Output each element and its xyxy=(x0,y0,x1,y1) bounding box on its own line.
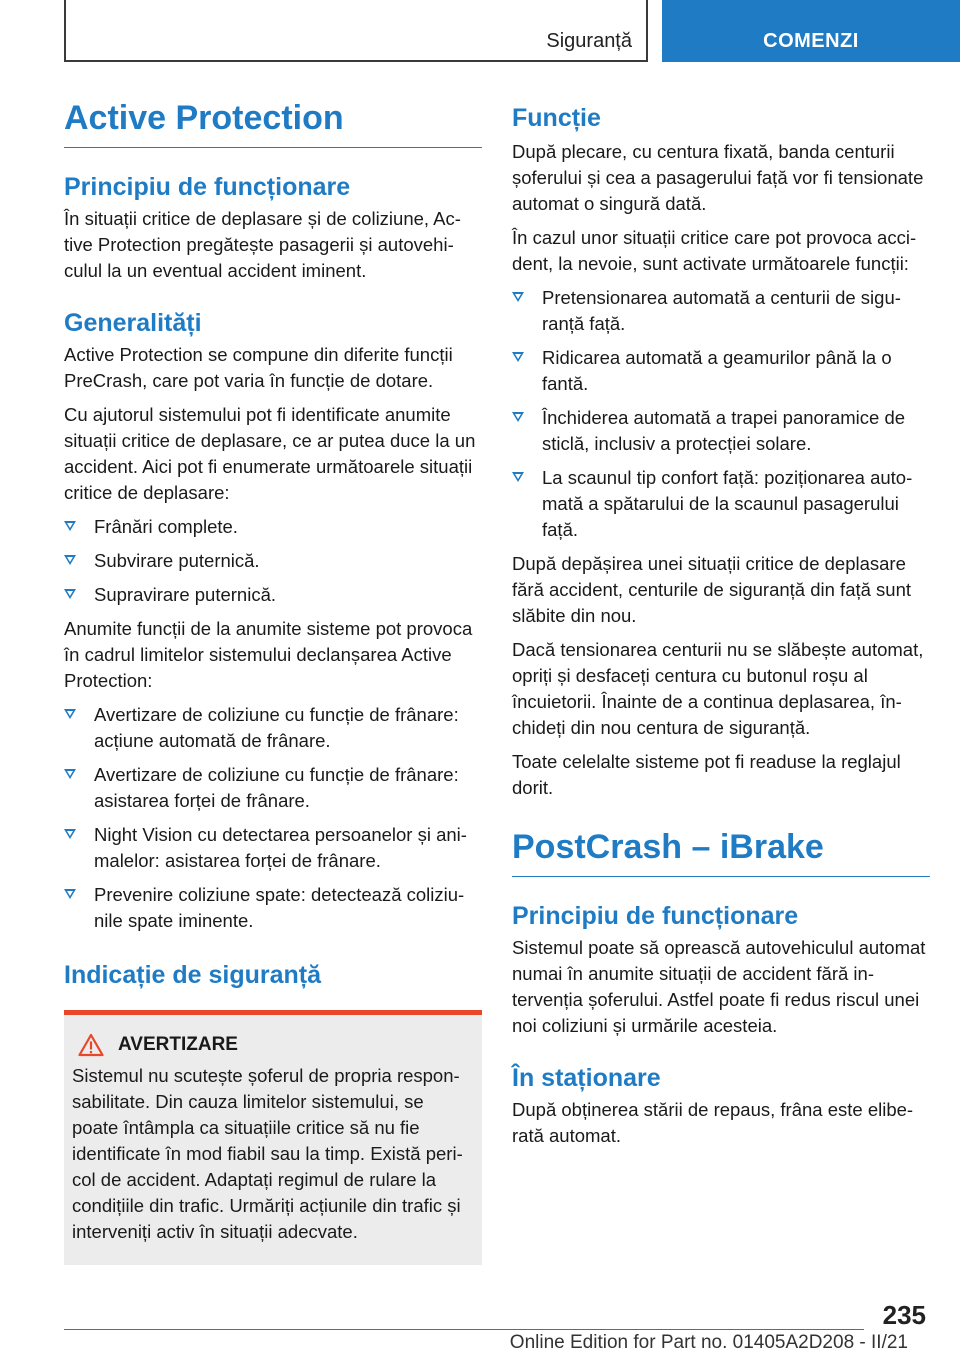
stationare-heading: În staționare xyxy=(512,1064,661,1093)
triangle-bullet-icon xyxy=(64,709,76,719)
footer-edition: Online Edition for Part no. 01405A2D208 - II/21 xyxy=(509,1332,908,1353)
functie-p5: Toate celelalte sisteme pot fi readuse la reglajul dorit. xyxy=(512,751,901,798)
right-column xyxy=(512,100,930,1149)
generalitati-heading: Generalități xyxy=(64,309,202,338)
list-item: Frânări complete. xyxy=(64,514,482,540)
stationare-text: După obținerea stării de repaus, frâna este eliberată automat. xyxy=(512,1099,914,1147)
page-number: 235 xyxy=(882,1300,926,1330)
functie-p4: Dacă tensionarea centurii nu se slăbește automat, opriți și desfaceți centura cu butonul roșu al încuietorii. Înainte de a continua deplasarea, închideți din nou centura de siguranță. xyxy=(512,639,924,738)
principiu-heading: Principiu de funcționare xyxy=(64,173,351,202)
warning-text: Sistemul nu scutește șoferul de propria responsabilitate. Din cauza limitelor sistemului, se poate întâmpla ca situațiile critice să nu fie identificate în mod fiabil sau la timp. Există pericol de accident. Adaptați regimul de rulare la condițiile din trafic. Urmăriți acțiunile din trafic și interveniți activ în situații adecvate. xyxy=(72,1065,463,1243)
generalitati-p1: Active Protection se compune din diferite funcții PreCrash, care pot varia în funcție de dotare. xyxy=(64,344,453,392)
functions-list xyxy=(64,702,482,934)
section-tab xyxy=(64,0,648,62)
functie-p1: După plecare, cu centura fixată, banda centurii șoferului și cea a pasagerului față vor fi tensionate automat o singură dată. xyxy=(512,141,924,214)
list-item: Ridicarea automată a geamurilor până la o fantă. xyxy=(512,345,930,397)
list-item: Night Vision cu detectarea persoanelor și animalelor: asistarea forței de frânare. xyxy=(64,822,482,874)
warning-box xyxy=(64,1010,482,1265)
footer-divider xyxy=(64,1329,864,1330)
triangle-bullet-icon xyxy=(512,352,524,362)
section-title: Siguranță xyxy=(546,30,632,52)
functie-p2: În cazul unor situații critice care pot provoca accident, la nevoie, sunt activate următoarele funcții: xyxy=(512,227,917,274)
list-item: Supravirare puternică. xyxy=(64,582,482,608)
activated-functions-list xyxy=(512,285,930,543)
triangle-bullet-icon xyxy=(64,555,76,565)
generalitati-p3: Anumite funcții de la anumite sisteme pot provoca în cadrul limitelor sistemului declanșarea Active Protection: xyxy=(64,618,473,692)
postcrash-principiu-text: Sistemul poate să oprească autovehiculul automat numai în anumite situații de accident fără intervenția șoferului. Astfel poate fi redus riscul unei noi coliziuni și urmările acesteia. xyxy=(512,937,926,1037)
warning-label: AVERTIZARE xyxy=(118,1034,238,1056)
triangle-bullet-icon xyxy=(64,521,76,531)
postcrash-principiu-heading: Principiu de funcționare xyxy=(512,902,799,931)
comenzi-button[interactable] xyxy=(662,0,960,62)
triangle-bullet-icon xyxy=(64,829,76,839)
list-item: Închiderea automată a trapei panoramice de sticlă, inclusiv a protecției solare. xyxy=(512,405,930,457)
triangle-bullet-icon xyxy=(64,889,76,899)
triangle-bullet-icon xyxy=(512,292,524,302)
list-item: La scaunul tip confort față: poziționarea automată a spătarului de la scaunul pasagerului față. xyxy=(512,465,930,543)
list-item: Prevenire coliziune spate: detectează coliziunile spate iminente. xyxy=(64,882,482,934)
triangle-bullet-icon xyxy=(512,412,524,422)
indicatie-heading: Indicație de siguranță xyxy=(64,961,322,990)
functie-heading: Funcție xyxy=(512,104,601,132)
list-item: Avertizare de coliziune cu funcție de frânare: asistarea forței de frânare. xyxy=(64,762,482,814)
warning-triangle-icon xyxy=(78,1033,104,1057)
triangle-bullet-icon xyxy=(64,589,76,599)
left-column xyxy=(64,100,482,1265)
active-protection-title: Active Protection xyxy=(64,100,482,148)
generalitati-p2: Cu ajutorul sistemului pot fi identificate anumite situații critice de deplasare, ce ar putea duce la un accident. Aici pot fi enumerate următoarele situații critice de deplasare: xyxy=(64,404,476,504)
triangle-bullet-icon xyxy=(512,472,524,482)
list-item: Subvirare puternică. xyxy=(64,548,482,574)
comenzi-button-label: COMENZI xyxy=(763,30,859,52)
triangle-bullet-icon xyxy=(64,769,76,779)
list-item: Avertizare de coliziune cu funcție de frânare: acțiune automată de frânare. xyxy=(64,702,482,754)
functie-p3: După depășirea unei situații critice de deplasare fără accident, centurile de siguranță din față sunt slăbite din nou. xyxy=(512,553,912,626)
critical-situations-list xyxy=(64,514,482,608)
principiu-text: În situații critice de deplasare și de coliziune, Active Protection pregătește pasagerii și autovehiculul la un eventual accident iminent. xyxy=(64,208,461,282)
postcrash-title: PostCrash – iBrake xyxy=(512,829,930,877)
warning-title xyxy=(72,1033,474,1057)
list-item: Pretensionarea automată a centurii de siguranță față. xyxy=(512,285,930,337)
